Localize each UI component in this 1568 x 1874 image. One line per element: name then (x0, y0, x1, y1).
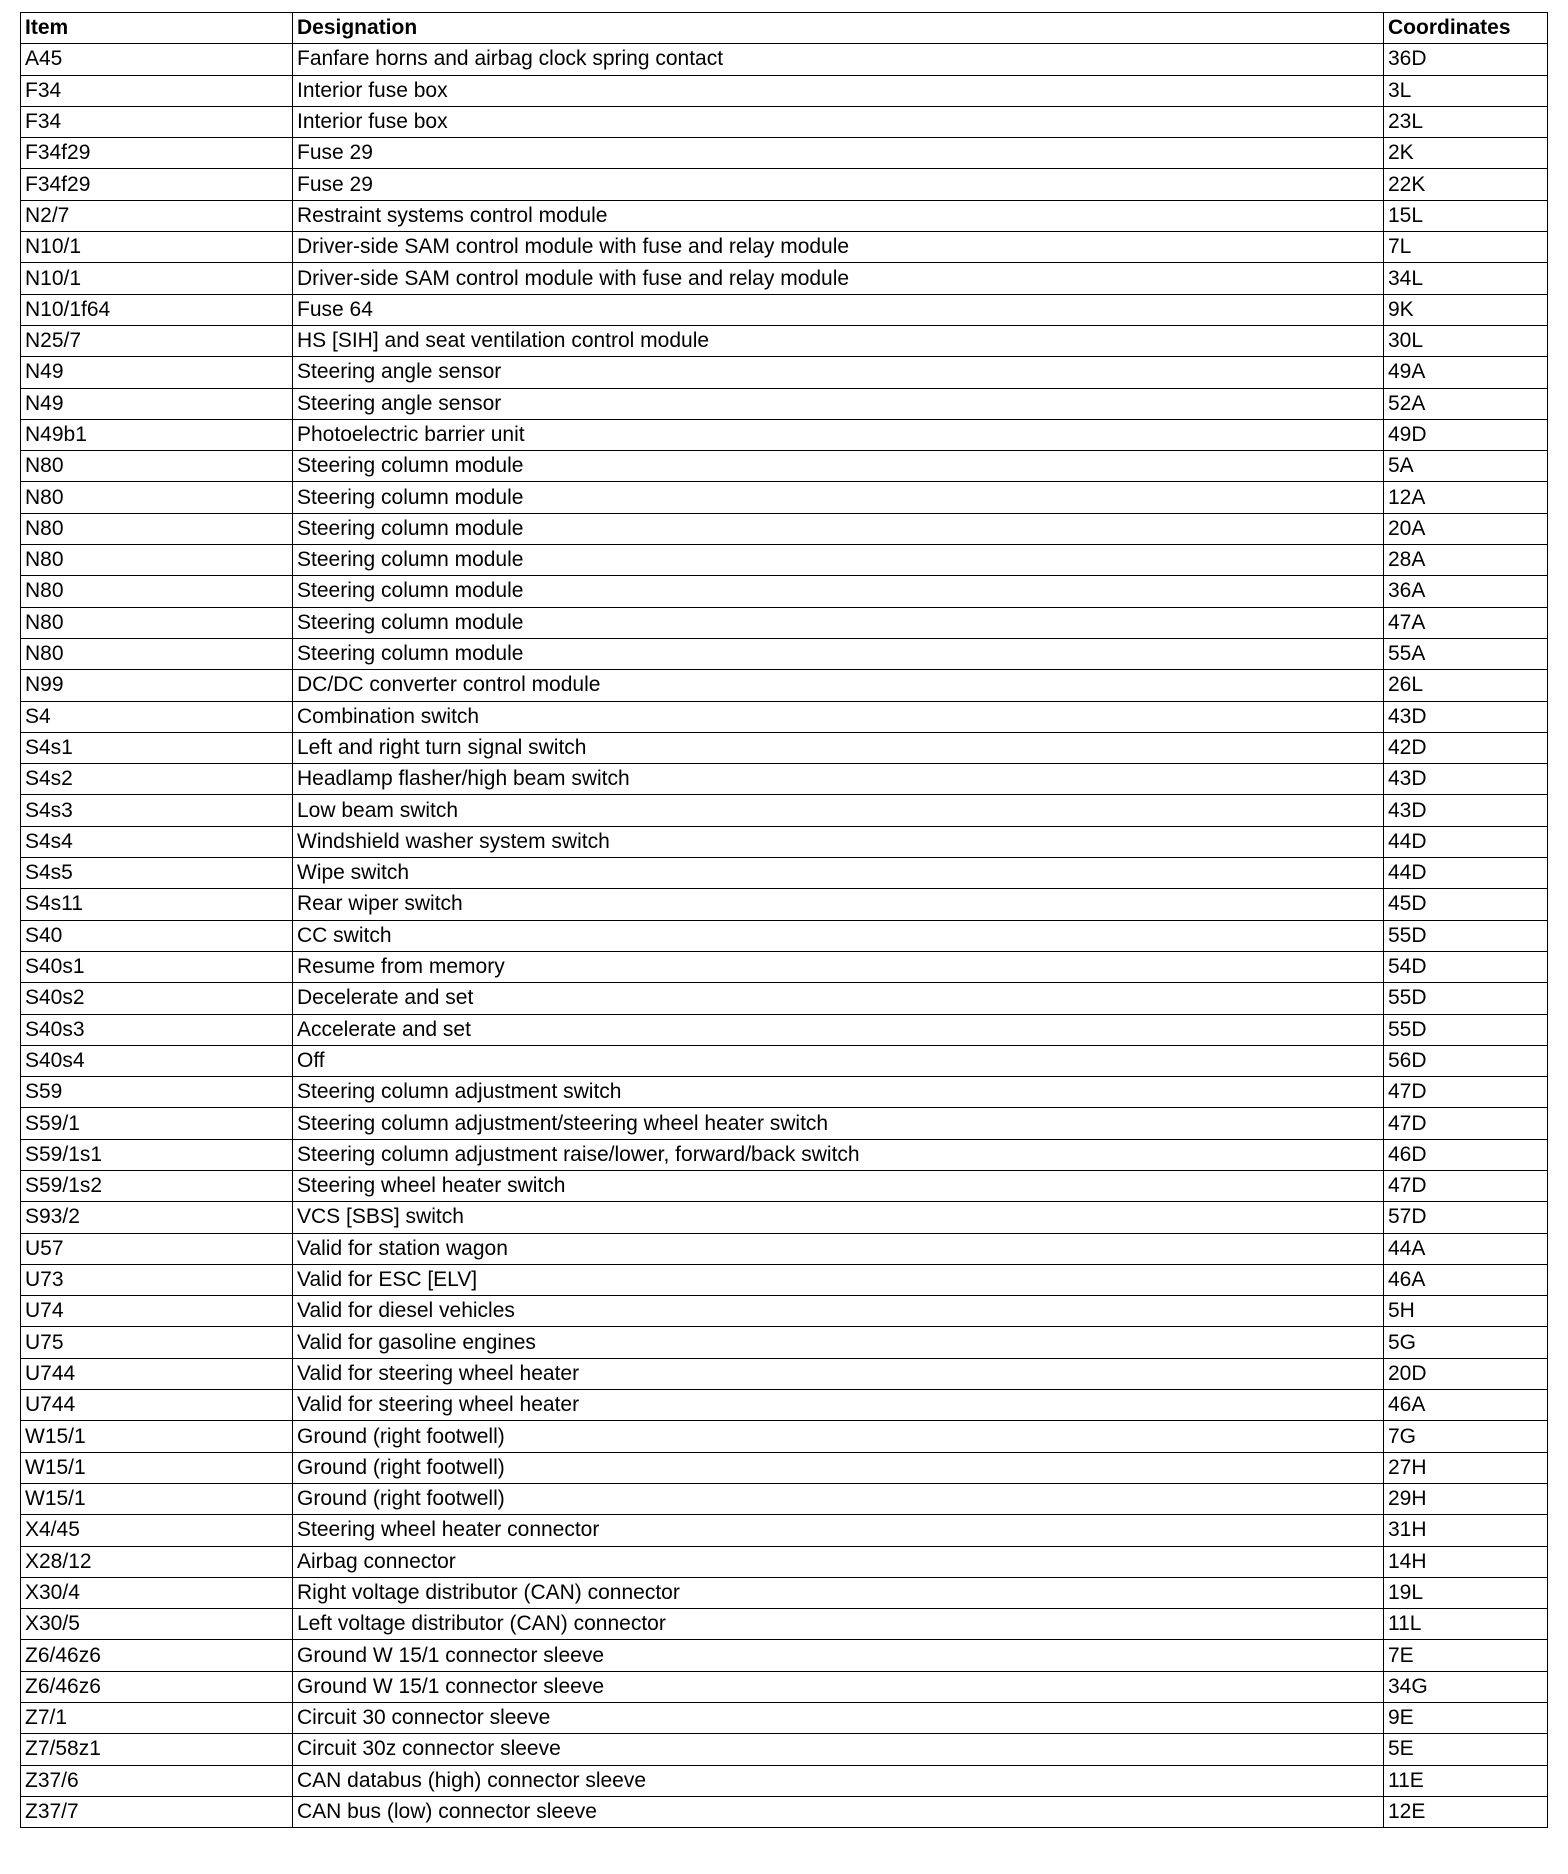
item-cell: N80 (21, 545, 293, 576)
table-row (21, 388, 1548, 419)
coordinates-cell: 5A (1384, 451, 1548, 482)
item-cell: S4s1 (21, 732, 293, 763)
designation-cell: Driver-side SAM control module with fuse and relay module (293, 232, 1384, 263)
coordinates-cell: 46A (1384, 1390, 1548, 1421)
coordinates-cell: 22K (1384, 169, 1548, 200)
designation-cell: Steering column module (293, 482, 1384, 513)
designation-cell: Decelerate and set (293, 983, 1384, 1014)
header-coordinates: Coordinates (1384, 13, 1548, 44)
coordinates-cell: 28A (1384, 545, 1548, 576)
table-row (21, 200, 1548, 231)
table-row (21, 138, 1548, 169)
designation-cell: Fuse 29 (293, 138, 1384, 169)
coordinates-cell: 20A (1384, 513, 1548, 544)
coordinates-cell: 36A (1384, 576, 1548, 607)
coordinates-cell: 46D (1384, 1139, 1548, 1170)
item-cell: Z37/7 (21, 1796, 293, 1827)
designation-cell: Circuit 30z connector sleeve (293, 1734, 1384, 1765)
item-cell: Z37/6 (21, 1765, 293, 1796)
designation-cell: Wipe switch (293, 858, 1384, 889)
table-row (21, 1734, 1548, 1765)
coordinates-cell: 44D (1384, 858, 1548, 889)
item-cell: N80 (21, 482, 293, 513)
coordinates-cell: 31H (1384, 1515, 1548, 1546)
table-row (21, 701, 1548, 732)
coordinates-cell: 47D (1384, 1108, 1548, 1139)
designation-cell: Circuit 30 connector sleeve (293, 1703, 1384, 1734)
coordinates-cell: 2K (1384, 138, 1548, 169)
coordinates-cell: 29H (1384, 1483, 1548, 1514)
table-row (21, 1014, 1548, 1045)
designation-cell: Steering angle sensor (293, 357, 1384, 388)
item-cell: S59 (21, 1077, 293, 1108)
designation-cell: Steering wheel heater switch (293, 1170, 1384, 1201)
item-cell: X4/45 (21, 1515, 293, 1546)
item-cell: N49 (21, 357, 293, 388)
coordinates-cell: 11E (1384, 1765, 1548, 1796)
designation-cell: Valid for steering wheel heater (293, 1390, 1384, 1421)
table-row (21, 1671, 1548, 1702)
coordinates-cell: 42D (1384, 732, 1548, 763)
coordinates-cell: 27H (1384, 1452, 1548, 1483)
coordinates-cell: 56D (1384, 1045, 1548, 1076)
designation-cell: Fanfare horns and airbag clock spring contact (293, 44, 1384, 75)
item-cell: A45 (21, 44, 293, 75)
coordinates-cell: 34L (1384, 263, 1548, 294)
item-cell: F34 (21, 106, 293, 137)
designation-cell: Driver-side SAM control module with fuse and relay module (293, 263, 1384, 294)
item-cell: S93/2 (21, 1202, 293, 1233)
item-cell: U744 (21, 1390, 293, 1421)
table-row (21, 607, 1548, 638)
table-row (21, 1609, 1548, 1640)
item-cell: Z6/46z6 (21, 1640, 293, 1671)
coordinates-cell: 44D (1384, 826, 1548, 857)
designation-cell: Interior fuse box (293, 75, 1384, 106)
table-row (21, 1077, 1548, 1108)
table-row (21, 106, 1548, 137)
designation-cell: Ground W 15/1 connector sleeve (293, 1671, 1384, 1702)
table-row (21, 1170, 1548, 1201)
coordinates-cell: 7E (1384, 1640, 1548, 1671)
table-row (21, 638, 1548, 669)
table-row (21, 951, 1548, 982)
component-legend-table (20, 12, 1548, 1828)
item-cell: U73 (21, 1264, 293, 1295)
designation-cell: Ground (right footwell) (293, 1452, 1384, 1483)
designation-cell: Steering column module (293, 451, 1384, 482)
item-cell: S40s1 (21, 951, 293, 982)
designation-cell: Valid for diesel vehicles (293, 1296, 1384, 1327)
designation-cell: Ground W 15/1 connector sleeve (293, 1640, 1384, 1671)
item-cell: S59/1s1 (21, 1139, 293, 1170)
table-row (21, 858, 1548, 889)
item-cell: Z7/1 (21, 1703, 293, 1734)
designation-cell: Off (293, 1045, 1384, 1076)
coordinates-cell: 57D (1384, 1202, 1548, 1233)
coordinates-cell: 12A (1384, 482, 1548, 513)
item-cell: N80 (21, 576, 293, 607)
item-cell: W15/1 (21, 1483, 293, 1514)
designation-cell: Valid for gasoline engines (293, 1327, 1384, 1358)
table-row (21, 795, 1548, 826)
designation-cell: Left and right turn signal switch (293, 732, 1384, 763)
table-row (21, 920, 1548, 951)
item-cell: N49 (21, 388, 293, 419)
coordinates-cell: 9K (1384, 294, 1548, 325)
table-row (21, 513, 1548, 544)
table-row (21, 1358, 1548, 1389)
table-row (21, 75, 1548, 106)
coordinates-cell: 5H (1384, 1296, 1548, 1327)
coordinates-cell: 49D (1384, 419, 1548, 450)
designation-cell: Steering column adjustment switch (293, 1077, 1384, 1108)
item-cell: S4s4 (21, 826, 293, 857)
coordinates-cell: 55D (1384, 1014, 1548, 1045)
coordinates-cell: 26L (1384, 670, 1548, 701)
item-cell: Z7/58z1 (21, 1734, 293, 1765)
designation-cell: Steering column module (293, 576, 1384, 607)
coordinates-cell: 46A (1384, 1264, 1548, 1295)
coordinates-cell: 43D (1384, 701, 1548, 732)
designation-cell: Interior fuse box (293, 106, 1384, 137)
coordinates-cell: 49A (1384, 357, 1548, 388)
table-row (21, 44, 1548, 75)
designation-cell: Windshield washer system switch (293, 826, 1384, 857)
designation-cell: Low beam switch (293, 795, 1384, 826)
table-row (21, 826, 1548, 857)
item-cell: U57 (21, 1233, 293, 1264)
item-cell: S4s11 (21, 889, 293, 920)
table-row (21, 1765, 1548, 1796)
item-cell: U75 (21, 1327, 293, 1358)
item-cell: S59/1 (21, 1108, 293, 1139)
designation-cell: Ground (right footwell) (293, 1483, 1384, 1514)
table-row (21, 1296, 1548, 1327)
coordinates-cell: 45D (1384, 889, 1548, 920)
item-cell: S59/1s2 (21, 1170, 293, 1201)
table-row (21, 1483, 1548, 1514)
item-cell: N10/1 (21, 263, 293, 294)
coordinates-cell: 7L (1384, 232, 1548, 263)
designation-cell: HS [SIH] and seat ventilation control module (293, 325, 1384, 356)
table-row (21, 576, 1548, 607)
coordinates-cell: 47D (1384, 1170, 1548, 1201)
designation-cell: Airbag connector (293, 1546, 1384, 1577)
table-row (21, 1796, 1548, 1827)
coordinates-cell: 11L (1384, 1609, 1548, 1640)
designation-cell: Steering column adjustment raise/lower, forward/back switch (293, 1139, 1384, 1170)
coordinates-cell: 34G (1384, 1671, 1548, 1702)
item-cell: S40s2 (21, 983, 293, 1014)
designation-cell: Ground (right footwell) (293, 1421, 1384, 1452)
designation-cell: Photoelectric barrier unit (293, 419, 1384, 450)
item-cell: X28/12 (21, 1546, 293, 1577)
coordinates-cell: 3L (1384, 75, 1548, 106)
designation-cell: Resume from memory (293, 951, 1384, 982)
designation-cell: Steering column module (293, 638, 1384, 669)
table-row (21, 294, 1548, 325)
item-cell: S40s3 (21, 1014, 293, 1045)
coordinates-cell: 5G (1384, 1327, 1548, 1358)
item-cell: F34f29 (21, 169, 293, 200)
designation-cell: Fuse 29 (293, 169, 1384, 200)
table-row (21, 670, 1548, 701)
header-item: Item (21, 13, 293, 44)
header-designation: Designation (293, 13, 1384, 44)
table-row (21, 1327, 1548, 1358)
coordinates-cell: 7G (1384, 1421, 1548, 1452)
table-row (21, 451, 1548, 482)
coordinates-cell: 54D (1384, 951, 1548, 982)
coordinates-cell: 52A (1384, 388, 1548, 419)
table-row (21, 1515, 1548, 1546)
table-row (21, 263, 1548, 294)
item-cell: N99 (21, 670, 293, 701)
table-row (21, 419, 1548, 450)
table-row (21, 889, 1548, 920)
item-cell: N2/7 (21, 200, 293, 231)
designation-cell: Rear wiper switch (293, 889, 1384, 920)
table-row (21, 764, 1548, 795)
designation-cell: Valid for steering wheel heater (293, 1358, 1384, 1389)
coordinates-cell: 19L (1384, 1577, 1548, 1608)
table-row (21, 1703, 1548, 1734)
table-row (21, 1390, 1548, 1421)
table-row (21, 232, 1548, 263)
item-cell: Z6/46z6 (21, 1671, 293, 1702)
table-row (21, 1045, 1548, 1076)
table-row (21, 1233, 1548, 1264)
item-cell: N25/7 (21, 325, 293, 356)
coordinates-cell: 20D (1384, 1358, 1548, 1389)
item-cell: F34f29 (21, 138, 293, 169)
designation-cell: Restraint systems control module (293, 200, 1384, 231)
coordinates-cell: 9E (1384, 1703, 1548, 1734)
coordinates-cell: 30L (1384, 325, 1548, 356)
designation-cell: Steering angle sensor (293, 388, 1384, 419)
coordinates-cell: 12E (1384, 1796, 1548, 1827)
table-row (21, 1546, 1548, 1577)
designation-cell: Combination switch (293, 701, 1384, 732)
table-row (21, 1452, 1548, 1483)
item-cell: N80 (21, 607, 293, 638)
designation-cell: Left voltage distributor (CAN) connector (293, 1609, 1384, 1640)
table-header-row (21, 13, 1548, 44)
item-cell: X30/4 (21, 1577, 293, 1608)
item-cell: N80 (21, 513, 293, 544)
designation-cell: Steering wheel heater connector (293, 1515, 1384, 1546)
table-row (21, 357, 1548, 388)
table-row (21, 1202, 1548, 1233)
table-row (21, 1640, 1548, 1671)
table-row (21, 545, 1548, 576)
table-row (21, 1108, 1548, 1139)
coordinates-cell: 5E (1384, 1734, 1548, 1765)
item-cell: F34 (21, 75, 293, 106)
coordinates-cell: 44A (1384, 1233, 1548, 1264)
coordinates-cell: 14H (1384, 1546, 1548, 1577)
table-row (21, 1577, 1548, 1608)
designation-cell: Right voltage distributor (CAN) connector (293, 1577, 1384, 1608)
coordinates-cell: 55A (1384, 638, 1548, 669)
designation-cell: DC/DC converter control module (293, 670, 1384, 701)
coordinates-cell: 55D (1384, 920, 1548, 951)
designation-cell: Steering column module (293, 545, 1384, 576)
coordinates-cell: 36D (1384, 44, 1548, 75)
item-cell: S4s2 (21, 764, 293, 795)
item-cell: N10/1f64 (21, 294, 293, 325)
item-cell: X30/5 (21, 1609, 293, 1640)
table-row (21, 983, 1548, 1014)
table-row (21, 325, 1548, 356)
designation-cell: Steering column module (293, 513, 1384, 544)
item-cell: S40 (21, 920, 293, 951)
coordinates-cell: 15L (1384, 200, 1548, 231)
coordinates-cell: 47D (1384, 1077, 1548, 1108)
item-cell: S4s3 (21, 795, 293, 826)
item-cell: N49b1 (21, 419, 293, 450)
table-body (21, 44, 1548, 1828)
item-cell: S4s5 (21, 858, 293, 889)
designation-cell: Valid for ESC [ELV] (293, 1264, 1384, 1295)
item-cell: S40s4 (21, 1045, 293, 1076)
designation-cell: Valid for station wagon (293, 1233, 1384, 1264)
table-row (21, 732, 1548, 763)
item-cell: N10/1 (21, 232, 293, 263)
table-row (21, 169, 1548, 200)
table-row (21, 1421, 1548, 1452)
item-cell: N80 (21, 451, 293, 482)
designation-cell: CAN bus (low) connector sleeve (293, 1796, 1384, 1827)
table-row (21, 1264, 1548, 1295)
designation-cell: Steering column module (293, 607, 1384, 638)
designation-cell: VCS [SBS] switch (293, 1202, 1384, 1233)
coordinates-cell: 55D (1384, 983, 1548, 1014)
designation-cell: CAN databus (high) connector sleeve (293, 1765, 1384, 1796)
item-cell: W15/1 (21, 1421, 293, 1452)
designation-cell: Accelerate and set (293, 1014, 1384, 1045)
coordinates-cell: 23L (1384, 106, 1548, 137)
item-cell: S4 (21, 701, 293, 732)
coordinates-cell: 43D (1384, 764, 1548, 795)
coordinates-cell: 43D (1384, 795, 1548, 826)
table-row (21, 482, 1548, 513)
coordinates-cell: 47A (1384, 607, 1548, 638)
designation-cell: Fuse 64 (293, 294, 1384, 325)
designation-cell: Steering column adjustment/steering wheel heater switch (293, 1108, 1384, 1139)
designation-cell: CC switch (293, 920, 1384, 951)
item-cell: U744 (21, 1358, 293, 1389)
designation-cell: Headlamp flasher/high beam switch (293, 764, 1384, 795)
item-cell: W15/1 (21, 1452, 293, 1483)
item-cell: U74 (21, 1296, 293, 1327)
table-row (21, 1139, 1548, 1170)
item-cell: N80 (21, 638, 293, 669)
